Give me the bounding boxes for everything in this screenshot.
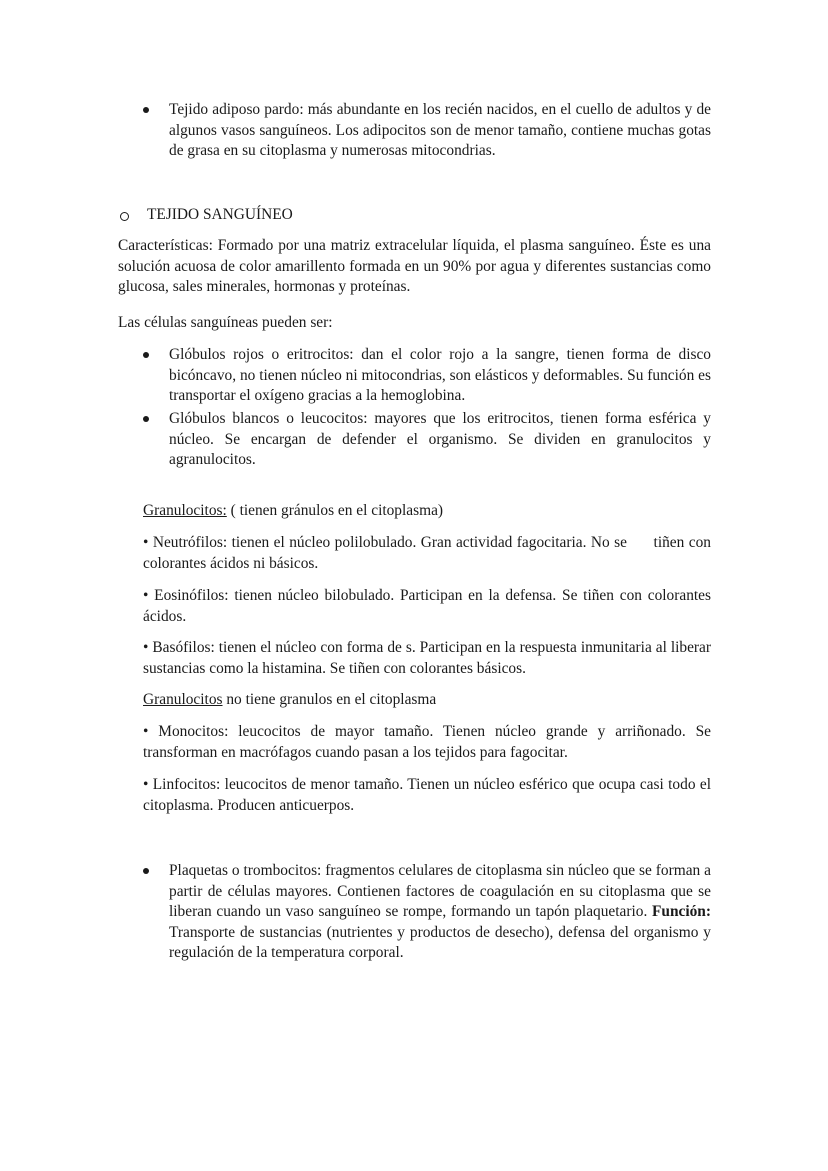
bullet-icon xyxy=(143,352,149,358)
bullet-icon xyxy=(143,416,149,422)
granulocitos-label: Granulocitos: xyxy=(143,502,227,519)
funcion-text: Transporte de sustancias (nutrientes y productos de desecho), defensa del organismo y regulación de la temperatura corporal. xyxy=(169,923,711,961)
bullet-icon xyxy=(143,107,149,113)
bullet-icon xyxy=(143,868,149,874)
list-item xyxy=(143,345,711,407)
linfocitos-paragraph: • Linfocitos: leucocitos de menor tamaño. Tienen un núcleo esférico que ocupa casi todo el citoplasma. Producen anticuerpos. xyxy=(143,776,711,814)
celulas-intro: Las células sanguíneas pueden ser: xyxy=(118,314,333,331)
agranulocitos-heading xyxy=(143,690,711,711)
agranulocitos-description: no tiene granulos en el citoplasma xyxy=(222,691,437,708)
list-item xyxy=(143,409,711,471)
list-item xyxy=(143,100,711,162)
globulos-blancos-text: Glóbulos blancos o leucocitos: mayores que los eritrocitos, tienen forma esférica y núcleo. Se encargan de defender el organismo. Se dividen en granulocitos y agranulocitos. xyxy=(169,410,711,468)
neutrofilos-paragraph: • Neutrófilos: tienen el núcleo polilobulado. Gran actividad fagocitaria. No se tiñen con colorantes ácidos ni básicos. xyxy=(143,534,715,572)
granulocitos-description: ( tienen gránulos en el citoplasma) xyxy=(226,502,444,519)
plaquetas-text xyxy=(169,861,711,964)
section-heading: TEJIDO SANGUÍNEO xyxy=(147,206,293,223)
plaquetas-text-main: Plaquetas o trombocitos: fragmentos celulares de citoplasma sin núcleo que se forman a partir de células mayores. Contienen factores de coagulación en su citoplasma que se liberan cuando un vaso sanguíneo se rompe, formando un tapón plaquetario. xyxy=(169,862,711,920)
globulos-rojos-text: Glóbulos rojos o eritrocitos: dan el color rojo a la sangre, tienen forma de disco bicóncavo, no tienen núcleo ni mitocondrias, son elásticos y deformables. Su función es transportar el oxígeno gracias a la hemoglobina. xyxy=(169,346,711,404)
caracteristicas-paragraph: Características: Formado por una matriz extracelular líquida, el plasma sanguíneo. Éste es una solución acuosa de color amarillento formada en un 90% por agua y diferentes sustancias como glucosa, sales minerales, hormonas y proteínas. xyxy=(118,237,711,295)
eosinofilos-paragraph: • Eosinófilos: tienen núcleo bilobulado. Participan en la defensa. Se tiñen con colorantes ácidos. xyxy=(143,587,711,625)
monocitos-paragraph: • Monocitos: leucocitos de mayor tamaño. Tienen núcleo grande y arriñonado. Se transforman en macrófagos cuando pasan a los tejidos para fagocitar. xyxy=(143,723,711,761)
agranulocitos-label: Granulocitos xyxy=(143,691,223,708)
adiposo-pardo-text: Tejido adiposo pardo: más abundante en los recién nacidos, en el cuello de adultos y de algunos vasos sanguíneos. Los adipocitos son de menor tamaño, contiene muchas gotas de grasa en su citoplasma y numerosas mitocondrias. xyxy=(169,101,711,159)
basofilos-paragraph: • Basófilos: tienen el núcleo con forma de s. Participan en la respuesta inmunitaria al liberar sustancias como la histamina. Se tiñen con colorantes básicos. xyxy=(143,639,711,677)
granulocitos-heading xyxy=(143,501,711,522)
funcion-label: Función: xyxy=(651,903,711,920)
list-item xyxy=(143,861,711,964)
circle-bullet-icon xyxy=(120,212,129,221)
